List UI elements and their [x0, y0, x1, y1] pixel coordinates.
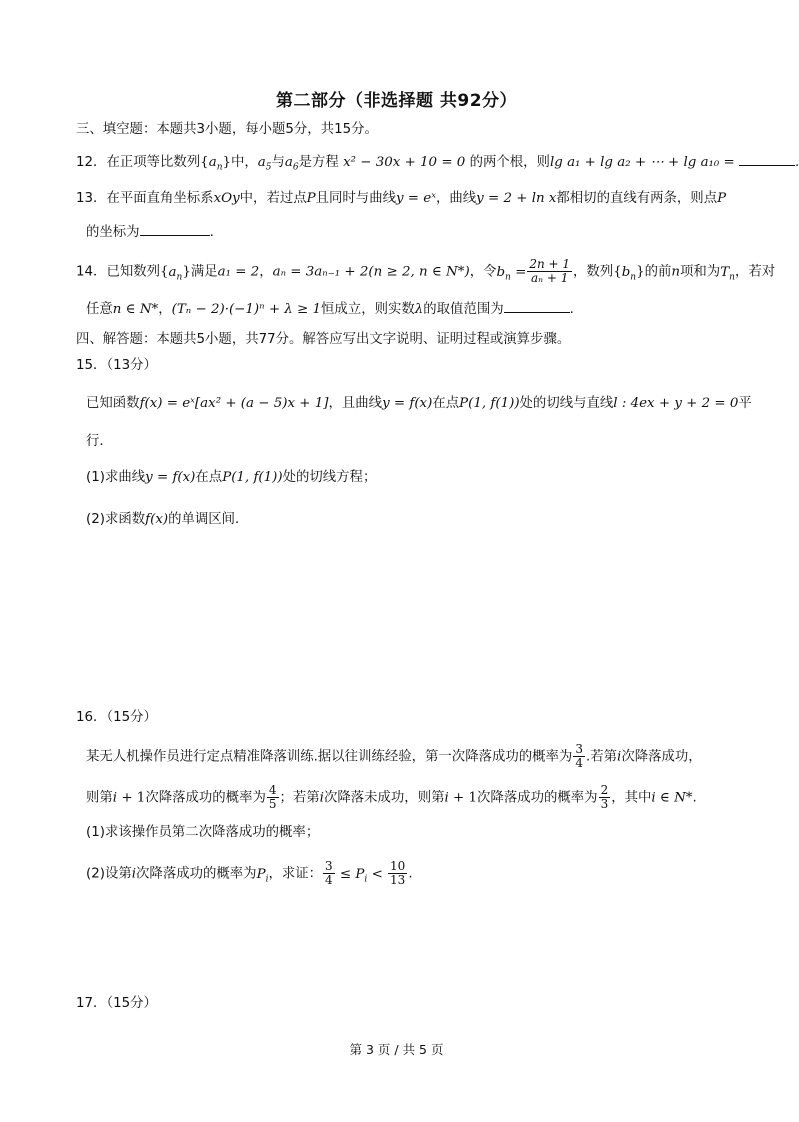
part-title: 第二部分（非选择题 共92分） — [275, 91, 518, 111]
question-15: 已知函数f(x) = eˣ[ax² + (a − 5)x + 1]，且曲线y = f(x)在点P(1, f(1))处的切线与直线l : 4ex + y + 2 = 0平 — [86, 396, 752, 411]
q12-answer-blank[interactable] — [739, 151, 795, 166]
q12-number: 12． — [76, 155, 107, 170]
q14-answer-blank[interactable] — [504, 298, 570, 313]
q12-sum: lg a₁ + lg a₂ + ⋯ + lg a₁₀ = — [549, 155, 735, 170]
question-13-cont: 的坐标为 . — [86, 221, 214, 243]
q14-number: 14． — [76, 264, 107, 280]
page-footer: 第 3 页 / 共 5 页 — [349, 1042, 444, 1057]
question-16-heading: 16．（15分） — [76, 710, 157, 725]
question-14-cont: 任意n ∈ N*，(Tₙ − 2)·(−1)ⁿ + λ ≥ 1恒成立，则实数λ的取值范围为 . — [86, 298, 574, 320]
question-16-cont: 则第i + 1次降落成功的概率为 $\frac{4}{5}$ ；若第i次降落未成功，则第i + 1次降落成功的概率为 $\frac{2}{3}$ ，其中i ∈ N*. — [86, 783, 697, 811]
question-15-heading: 15．（13分） — [76, 358, 157, 373]
question-17-heading: 17．（15分） — [76, 996, 157, 1011]
question-16-part-1: (1)求该操作员第二次降落成功的概率； — [86, 825, 320, 840]
question-15-cont: 行． — [86, 434, 113, 449]
q12-equation: x² − 30x + 10 = 0 — [343, 155, 466, 170]
question-14: 14．已知数列$\{a_n\}$满足a₁ = 2，aₙ = 3aₙ₋₁ + 2(n ≥ 2, n ∈ N*)，令$b_n$ = $\frac{2n + 1}{\text{aₙ + 1}}$ ，数列$\{b_n\}$的前n项和为$T_n$，若对 — [76, 257, 776, 285]
question-12: 12．在正项等比数列$\{a_n\}$中，$a_5$与$a_6$是方程 x² − 30x + 10 = 0 的两个根，则lg a₁ + lg a₂ + ⋯ + lg a₁₀ = . — [76, 151, 799, 173]
section-3-heading: 三、填空题：本题共3小题，每小题5分，共15分。 — [76, 122, 378, 137]
question-15-part-2: (2)求函数f(x)的单调区间． — [86, 512, 249, 527]
q13-number: 13． — [76, 191, 107, 206]
section-4-heading: 四、解答题：本题共5小题，共77分。解答应写出文字说明、证明过程或演算步骤。 — [76, 332, 571, 347]
question-13: 13．在平面直角坐标系xOy中，若过点P且同时与曲线y = eˣ，曲线y = 2 + ln x都相切的直线有两条，则点P — [76, 191, 727, 206]
question-16: 某无人机操作员进行定点精准降落训练.据以往训练经验，第一次降落成功的概率为 $\frac{3}{4}$ .若第i次降落成功， — [86, 742, 702, 770]
q13-answer-blank[interactable] — [140, 221, 210, 236]
question-16-part-2: (2)设第i次降落成功的概率为$P_i$，求证： $\frac{3}{4}$ ≤ $P_i$ < $\frac{10}{13}$ . — [86, 859, 413, 887]
question-15-part-1: (1)求曲线y = f(x)在点P(1, f(1))处的切线方程； — [86, 470, 377, 485]
